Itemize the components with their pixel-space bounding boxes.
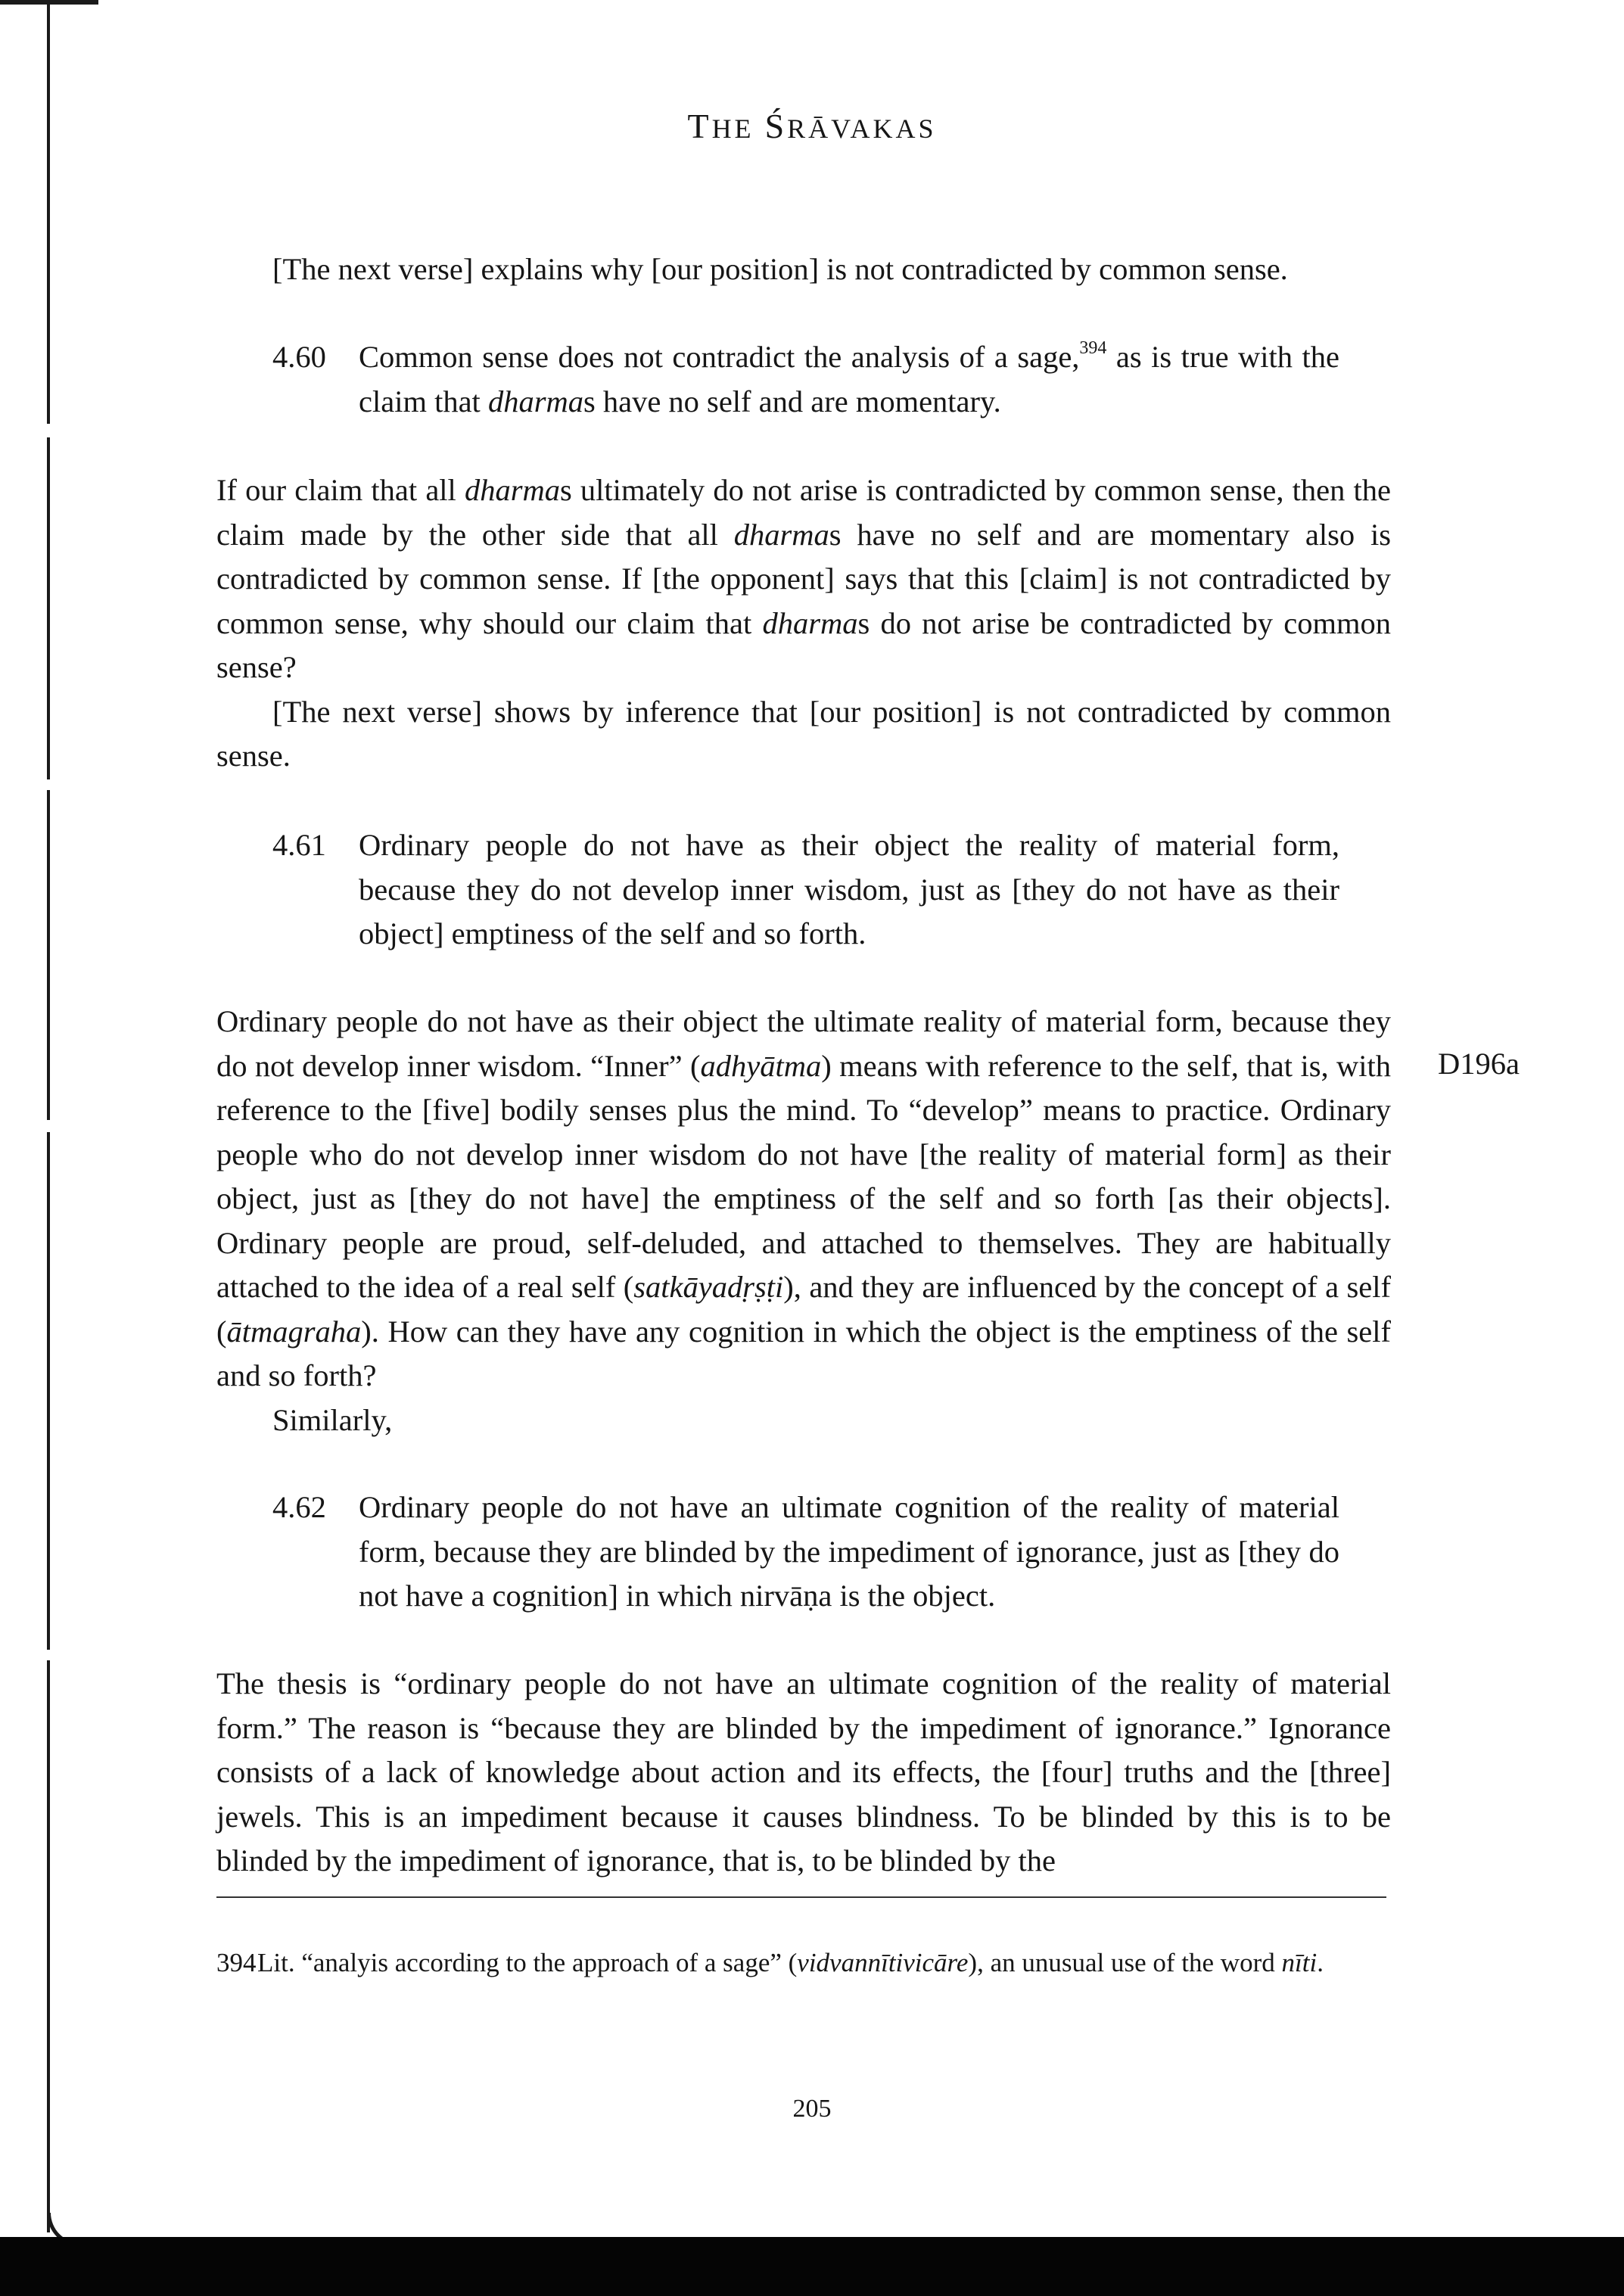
header-rest: RĀVAKAS: [787, 114, 937, 144]
verse-number: 4.62: [272, 1490, 326, 1524]
verse-number: 4.61: [272, 828, 326, 862]
header-initial: T: [687, 107, 712, 145]
intro-line: [216, 247, 1391, 292]
header-rest: HE: [711, 114, 754, 144]
page-number: 205: [792, 2095, 832, 2123]
scan-bottom-border: [0, 2237, 1624, 2296]
footnote-ref-394[interactable]: 394: [1079, 338, 1107, 358]
footnote-number: 394: [216, 1948, 257, 1977]
footnote-rule: [216, 1896, 1386, 1898]
paragraph: Similarly,: [272, 1402, 393, 1437]
binding-edge-gap: [44, 1120, 53, 1132]
paragraph: [The next verse] shows by inference that [our position] is not contradicted by common sense.: [216, 694, 1391, 773]
verse-text: Ordinary people do not have as their object the reality of material form, because they do not develop inner wisdom, just as [they do not have as their object] emptiness of the self and so forth.: [359, 828, 1339, 950]
verse-text: Common sense does not contradict the analysis of a sage,$^{394}$ as is true with the claim that dharmas have no self and are momentary.: [359, 338, 1339, 418]
verse-number: 4.60: [272, 340, 326, 374]
binding-edge-tick: [0, 0, 98, 5]
footnote-394: [216, 1946, 1391, 1980]
verse-text: Ordinary people do not have an ultimate cognition of the reality of material form, because they are blinded by the impediment of ignorance, just as [they do not have a cognition] in which nirvāṇa is the object.: [359, 1490, 1339, 1613]
verse-4-61: [272, 823, 1339, 957]
binding-edge: [47, 0, 50, 2232]
binding-edge-gap: [44, 424, 53, 437]
commentary-block-3: [216, 1662, 1391, 1884]
margin-folio-reference: D196a: [1438, 1047, 1520, 1081]
intro-text: [The next verse] explains why [our position] is not contradicted by common sense.: [272, 252, 1288, 286]
verse-4-60: [272, 335, 1339, 424]
paragraph: Ordinary people do not have as their object the ultimate reality of material form, because they do not develop inner wisdom. “Inner” (adhyātma) means with reference to the self, that is, with reference to the [five] bodily senses plus the mind. To “develop” means to practice. Ordinary people who do not develop inner wisdom do not have [the reality of material form] as their object, just as [they do not have] the emptiness of the self and so forth [as their objects]. Ordinary people are proud, self-deluded, and attached to themselves. They are habitually attached to the idea of a real self (satkāyadṛṣṭi), and they are influenced by the concept of a self (ātmagraha). How can they have any cognition in which the object is the emptiness of the self and so forth?: [216, 1004, 1392, 1392]
verse-4-62: [272, 1486, 1339, 1619]
commentary-block-2: [216, 1000, 1391, 1442]
binding-edge-gap: [44, 1650, 53, 1660]
running-header: [0, 106, 1624, 146]
paragraph: The thesis is “ordinary people do not have an ultimate cognition of the reality of material form.” The reason is “because they are blinded by the impediment of ignorance.” Ignorance consists of a lack of knowledge about action and its effects, the [four] truths and the [three] jewels. This is an impediment because it causes blindness. To be blinded by this is to be blinded by the impediment of ignorance, that is, to be blinded by the: [216, 1666, 1391, 1878]
footnote-text: Lit. “analyis according to the approach of a sage” (vidvannītivicāre), an unusual use of the word nīti.: [257, 1948, 1324, 1977]
commentary-block-1: [216, 468, 1391, 779]
header-initial: Ś: [764, 107, 788, 145]
paragraph: If our claim that all dharmas ultimately do not arise is contradicted by common sense, then the claim made by the other side that all dharmas have no self and are momentary also is contradicted by common sense. If [the opponent] says that this [claim] is not contradicted by common sense, why should our claim that dharmas do not arise be contradicted by common sense?: [216, 473, 1391, 684]
binding-edge-gap: [44, 779, 53, 790]
